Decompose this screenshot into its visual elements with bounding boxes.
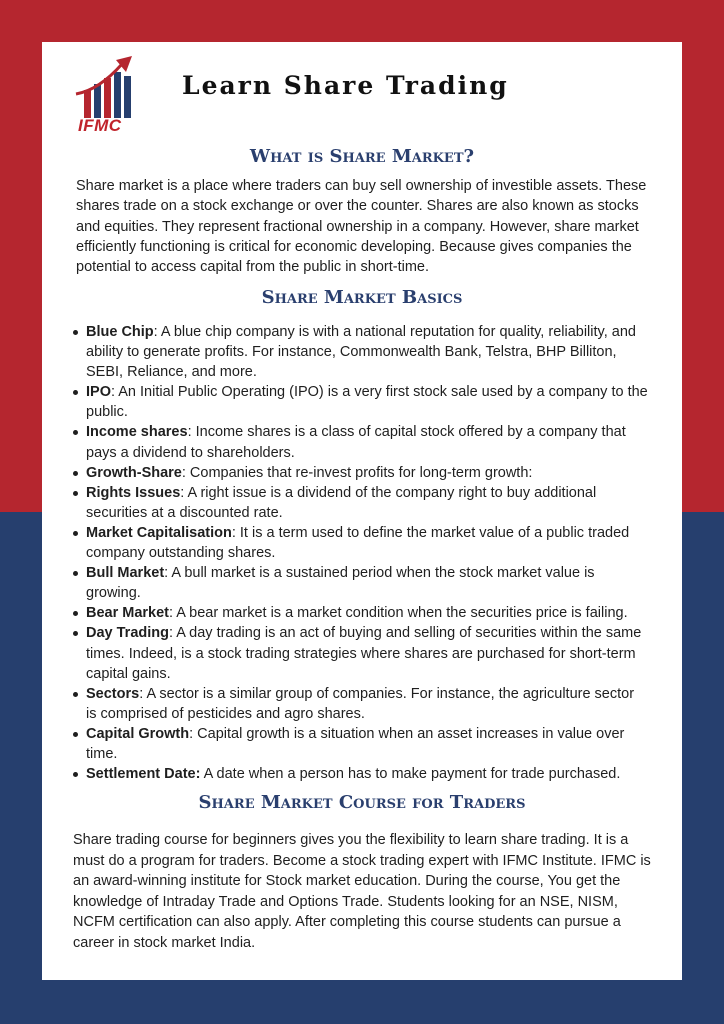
term-label: Settlement Date: — [86, 766, 201, 783]
term-description: An Initial Public Operating (IPO) is a very first stock sale used by a company to the public. — [86, 384, 648, 421]
term-separator: : — [164, 565, 169, 582]
list-item — [76, 563, 648, 603]
basics-list — [76, 322, 648, 784]
term-label: Day Trading — [86, 625, 169, 642]
page-title: Learn Share Trading — [182, 71, 509, 100]
term-label: Rights Issues — [86, 484, 181, 501]
term-separator: : — [110, 384, 116, 401]
content-card — [42, 42, 682, 980]
term-separator: : — [231, 524, 236, 541]
term-description: A sector is a similar group of companies. For instance, the agriculture sector is comprised of pesticides and agro shares. — [86, 685, 635, 722]
chart-logo-icon — [74, 54, 138, 120]
list-item — [76, 724, 648, 764]
term-separator: : — [180, 484, 185, 501]
section-heading-share-market-basics: Share Market Basics — [261, 287, 463, 308]
term-label: Bull Market — [86, 565, 165, 582]
list-item — [76, 422, 648, 462]
term-description: A date when a person has to make payment for trade purchased. — [200, 766, 621, 783]
term-label: IPO — [86, 384, 111, 401]
term-description: Capital growth is a situation when an asset increases in value over time. — [86, 725, 625, 762]
section-heading-what-is-share-market: What is Share Market? — [249, 146, 475, 167]
term-separator: : — [153, 324, 158, 340]
list-item — [76, 382, 648, 422]
term-label: Blue Chip — [86, 324, 154, 340]
term-separator: : — [187, 424, 192, 441]
term-separator: : — [139, 685, 144, 702]
logo-wordmark: IFMC — [78, 116, 122, 135]
term-separator: : — [181, 464, 186, 481]
section-body-what-is-share-market: Share market is a place where traders can buy sell ownership of investible assets. These shares trade on a stock exchange or over the counter. Shares are also known as stocks and equities. They represent fractional ownership in a company. However, share market efficiently functioning is critical for economic developing. Because gives companies the potential to access capital from the public in short-time. — [76, 178, 647, 276]
term-label: Capital Growth — [86, 725, 190, 742]
term-description: A bear market is a market condition when the securities price is failing. — [173, 605, 628, 622]
list-item — [76, 322, 648, 382]
list-item — [76, 684, 648, 724]
term-label: Sectors — [86, 685, 140, 702]
term-description: A bull market is a sustained period when the stock market value is growing. — [86, 565, 595, 602]
term-separator: : — [169, 605, 174, 622]
term-separator: : — [189, 725, 194, 742]
term-description: A day trading is an act of buying and selling of securities within the same times. Indeed, is a stock trading strategies where shares are purchased for short-term capital gains. — [86, 625, 642, 682]
term-separator: : — [169, 625, 174, 642]
term-description: A right issue is a dividend of the company right to buy additional securities at a discounted rate. — [86, 484, 597, 521]
term-description: Income shares is a class of capital stock offered by a company that pays a dividend to shareholders. — [86, 424, 626, 461]
list-item — [76, 483, 648, 523]
term-description: It is a term used to define the market value of a public traded company outstanding shares. — [86, 524, 630, 562]
list-item — [76, 523, 648, 563]
list-item — [76, 603, 648, 623]
term-label: Income shares — [86, 424, 188, 441]
list-item — [76, 764, 648, 784]
term-description: A blue chip company is with a national reputation for quality, reliability, and ability to generate profits. For instance, Commonwealth Bank, Telstra, BHP Billiton, SEBI, Reliance, and more. — [86, 324, 636, 381]
term-description: Companies that re-invest profits for long-term growth: — [185, 464, 533, 481]
section-body-course-for-traders: Share trading course for beginners gives you the flexibility to learn share trading. It is a must do a program for traders. Become a stock trading expert with IFMC Institute. IFMC is an award-winning institute for Stock market education. During the course, You get the knowledge of Intraday Trade and Options Trade. Students looking for an NSE, NISM, NCFM certification can also apply. After completing this course students can pursue a career in stock market India. — [73, 832, 651, 951]
term-label: Bear Market — [86, 605, 170, 622]
list-item — [76, 623, 648, 683]
term-label: Market Capitalisation — [86, 524, 232, 541]
list-item — [76, 463, 648, 483]
term-label: Growth-Share — [86, 464, 182, 481]
section-heading-course-for-traders: Share Market Course for Traders — [198, 792, 526, 813]
